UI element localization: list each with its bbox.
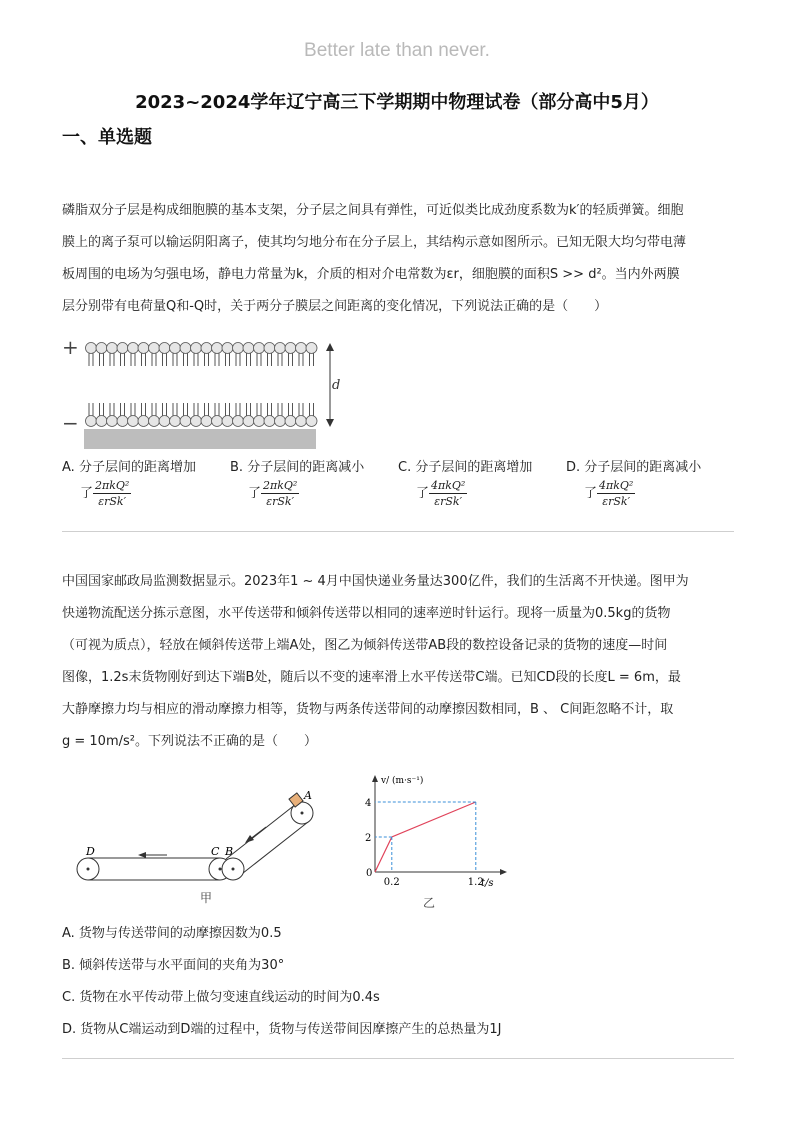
y-tick-label: 2: [365, 833, 372, 844]
lipid-head: [285, 416, 296, 427]
fraction-denominator: εrSk′: [434, 495, 463, 508]
fraction-numerator: 2πkQ²: [95, 479, 130, 492]
label-b: B: [225, 845, 234, 858]
upper-lipid-layer: [86, 343, 318, 367]
q2-line-1: 中国国家邮政局监测数据显示。2023年1 ~ 4月中国快递业务量达300亿件，我们的生活离不开快递。图甲为: [62, 574, 689, 589]
question-1-stem: [62, 195, 734, 323]
q1-option-a[interactable]: [62, 456, 222, 508]
lipid-head: [233, 416, 244, 427]
plus-sign: +: [62, 335, 79, 359]
lipid-head: [107, 343, 118, 354]
q2-line-6: g = 10m/s²。下列说法不正确的是（ ）: [62, 734, 317, 749]
x-tick-label: 1.2: [467, 877, 484, 888]
option-letter: B.: [230, 460, 244, 475]
lipid-head: [107, 416, 118, 427]
lipid-head: [170, 416, 181, 427]
q2-option-d[interactable]: D. 货物从C端运动到D端的过程中，货物与传送带间因摩擦产生的总热量为1J: [62, 1022, 502, 1037]
question-2-stem: [62, 566, 734, 758]
lipid-head: [222, 343, 233, 354]
option-text: 分子层间的距离增加: [78, 460, 196, 475]
lipid-head: [243, 343, 254, 354]
watermark: Better late than never.: [304, 40, 490, 61]
lipid-head: [254, 416, 265, 427]
option-cont: 了: [584, 486, 598, 501]
lipid-head: [159, 416, 170, 427]
lipid-head: [191, 343, 202, 354]
lipid-head: [285, 343, 296, 354]
lipid-head: [96, 343, 107, 354]
caption-yi: 乙: [423, 896, 436, 910]
lipid-head: [96, 416, 107, 427]
lipid-head: [275, 416, 286, 427]
divider-bottom: [62, 1058, 734, 1059]
lipid-head: [264, 416, 275, 427]
lipid-head: [117, 416, 128, 427]
label-c: C: [211, 845, 220, 858]
q2-line-5: 大静摩擦力均与相应的滑动摩擦力相等，货物与两条传送带间的动摩擦因数相同，B 、 C间距忽略不计，取: [62, 702, 674, 717]
y-tick-label: 4: [365, 798, 372, 809]
option-fraction: [93, 479, 131, 508]
q1-line-4: 层分别带有电荷量Q和-Q时，关于两分子膜层之间距离的变化情况，下列说法正确的是（ ）: [62, 299, 608, 314]
option-letter: D.: [566, 460, 581, 475]
lipid-head: [159, 343, 170, 354]
q1-line-3: 板周围的电场为匀强电场，静电力常量为k，介质的相对介电常数为εr，细胞膜的面积S >> d²。当内外两膜: [62, 267, 680, 282]
origin-label: 0: [366, 868, 373, 879]
q1-option-c[interactable]: [398, 456, 558, 508]
q2-line-3: （可视为质点），轻放在倾斜传送带上端A处，图乙为倾斜传送带AB段的数控设备记录的货物的速度—时间: [62, 638, 668, 653]
lipid-head: [222, 416, 233, 427]
label-d: D: [86, 845, 95, 858]
page-title: 2023~2024学年辽宁高三下学期期中物理试卷（部分高中5月）: [135, 92, 659, 113]
option-cont: 了: [248, 486, 262, 501]
lipid-head: [243, 416, 254, 427]
q1-line-1: 磷脂双分子层是构成细胞膜的基本支架，分子层之间具有弹性，可近似类比成劲度系数为k′的轻质弹簧。细胞: [62, 203, 684, 218]
option-fraction: [261, 479, 299, 508]
x-axis-label: t/s: [481, 878, 494, 889]
lower-lipid-layer: [86, 403, 318, 427]
base-slab: [84, 429, 316, 449]
lipid-head: [180, 343, 191, 354]
option-text: 分子层间的距离增加: [415, 460, 533, 475]
q2-option-c[interactable]: C. 货物在水平传动带上做匀变速直线运动的时间为0.4s: [62, 990, 380, 1005]
option-fraction: [597, 479, 635, 508]
q1-line-2: 膜上的离子泵可以输运阴阳离子，使其均匀地分布在分子层上，其结构示意如图所示。已知无限大均匀带电薄: [62, 235, 687, 250]
lipid-head: [201, 416, 212, 427]
option-letter: A.: [62, 460, 75, 475]
section-heading: 一、单选题: [62, 127, 152, 148]
y-axis-label: v/ (m·s⁻¹): [381, 776, 424, 786]
lipid-head: [264, 343, 275, 354]
lipid-head: [149, 416, 160, 427]
lipid-head: [254, 343, 265, 354]
minus-sign: −: [62, 411, 79, 435]
q2-option-b[interactable]: B. 倾斜传送带与水平面间的夹角为30°: [62, 958, 285, 973]
lipid-head: [306, 343, 317, 354]
lipid-head: [138, 416, 149, 427]
caption-jia: 甲: [200, 891, 213, 905]
label-a: A: [304, 789, 312, 802]
arrow-head-down: [326, 419, 334, 427]
lipid-head: [86, 343, 97, 354]
divider: [62, 531, 734, 532]
option-fraction: [429, 479, 467, 508]
x-tick-label: 0.2: [383, 877, 400, 888]
d-label: d: [332, 378, 341, 393]
lipid-head: [306, 416, 317, 427]
membrane-figure: [60, 333, 350, 451]
option-text: 分子层间的距离减小: [584, 460, 702, 475]
lipid-head: [117, 343, 128, 354]
lipid-head: [170, 343, 181, 354]
arrow-head-up: [326, 343, 334, 351]
lipid-head: [128, 416, 139, 427]
fraction-numerator: 4πkQ²: [599, 479, 634, 492]
conveyor-figure: [70, 785, 330, 915]
q2-option-a[interactable]: A. 货物与传送带间的动摩擦因数为0.5: [62, 926, 282, 941]
lipid-head: [296, 416, 307, 427]
lipid-head: [149, 343, 160, 354]
fraction-denominator: εrSk′: [98, 495, 127, 508]
lipid-head: [233, 343, 244, 354]
option-cont: 了: [80, 486, 94, 501]
q1-option-b[interactable]: [230, 456, 390, 508]
fraction-denominator: εrSk′: [266, 495, 295, 508]
lipid-head: [180, 416, 191, 427]
q1-option-d[interactable]: [566, 456, 726, 508]
lipid-head: [191, 416, 202, 427]
option-letter: C.: [398, 460, 412, 475]
lipid-head: [138, 343, 149, 354]
vt-chart: [355, 770, 515, 910]
q2-line-4: 图像，1.2s末货物刚好到达下端B处，随后以不变的速率滑上水平传送带C端。已知CD段的长度L = 6m，最: [62, 670, 681, 685]
option-text: 分子层间的距离减小: [247, 460, 365, 475]
lipid-head: [201, 343, 212, 354]
option-cont: 了: [416, 486, 430, 501]
fraction-denominator: εrSk′: [602, 495, 631, 508]
fraction-numerator: 2πkQ²: [263, 479, 298, 492]
lipid-head: [296, 343, 307, 354]
fraction-numerator: 4πkQ²: [431, 479, 466, 492]
lipid-head: [212, 416, 223, 427]
q2-line-2: 快递物流配送分拣示意图，水平传送带和倾斜传送带以相同的速率逆时针运行。现将一质量为0.5kg的货物: [62, 606, 671, 621]
lipid-head: [128, 343, 139, 354]
lipid-head: [275, 343, 286, 354]
lipid-head: [86, 416, 97, 427]
lipid-head: [212, 343, 223, 354]
